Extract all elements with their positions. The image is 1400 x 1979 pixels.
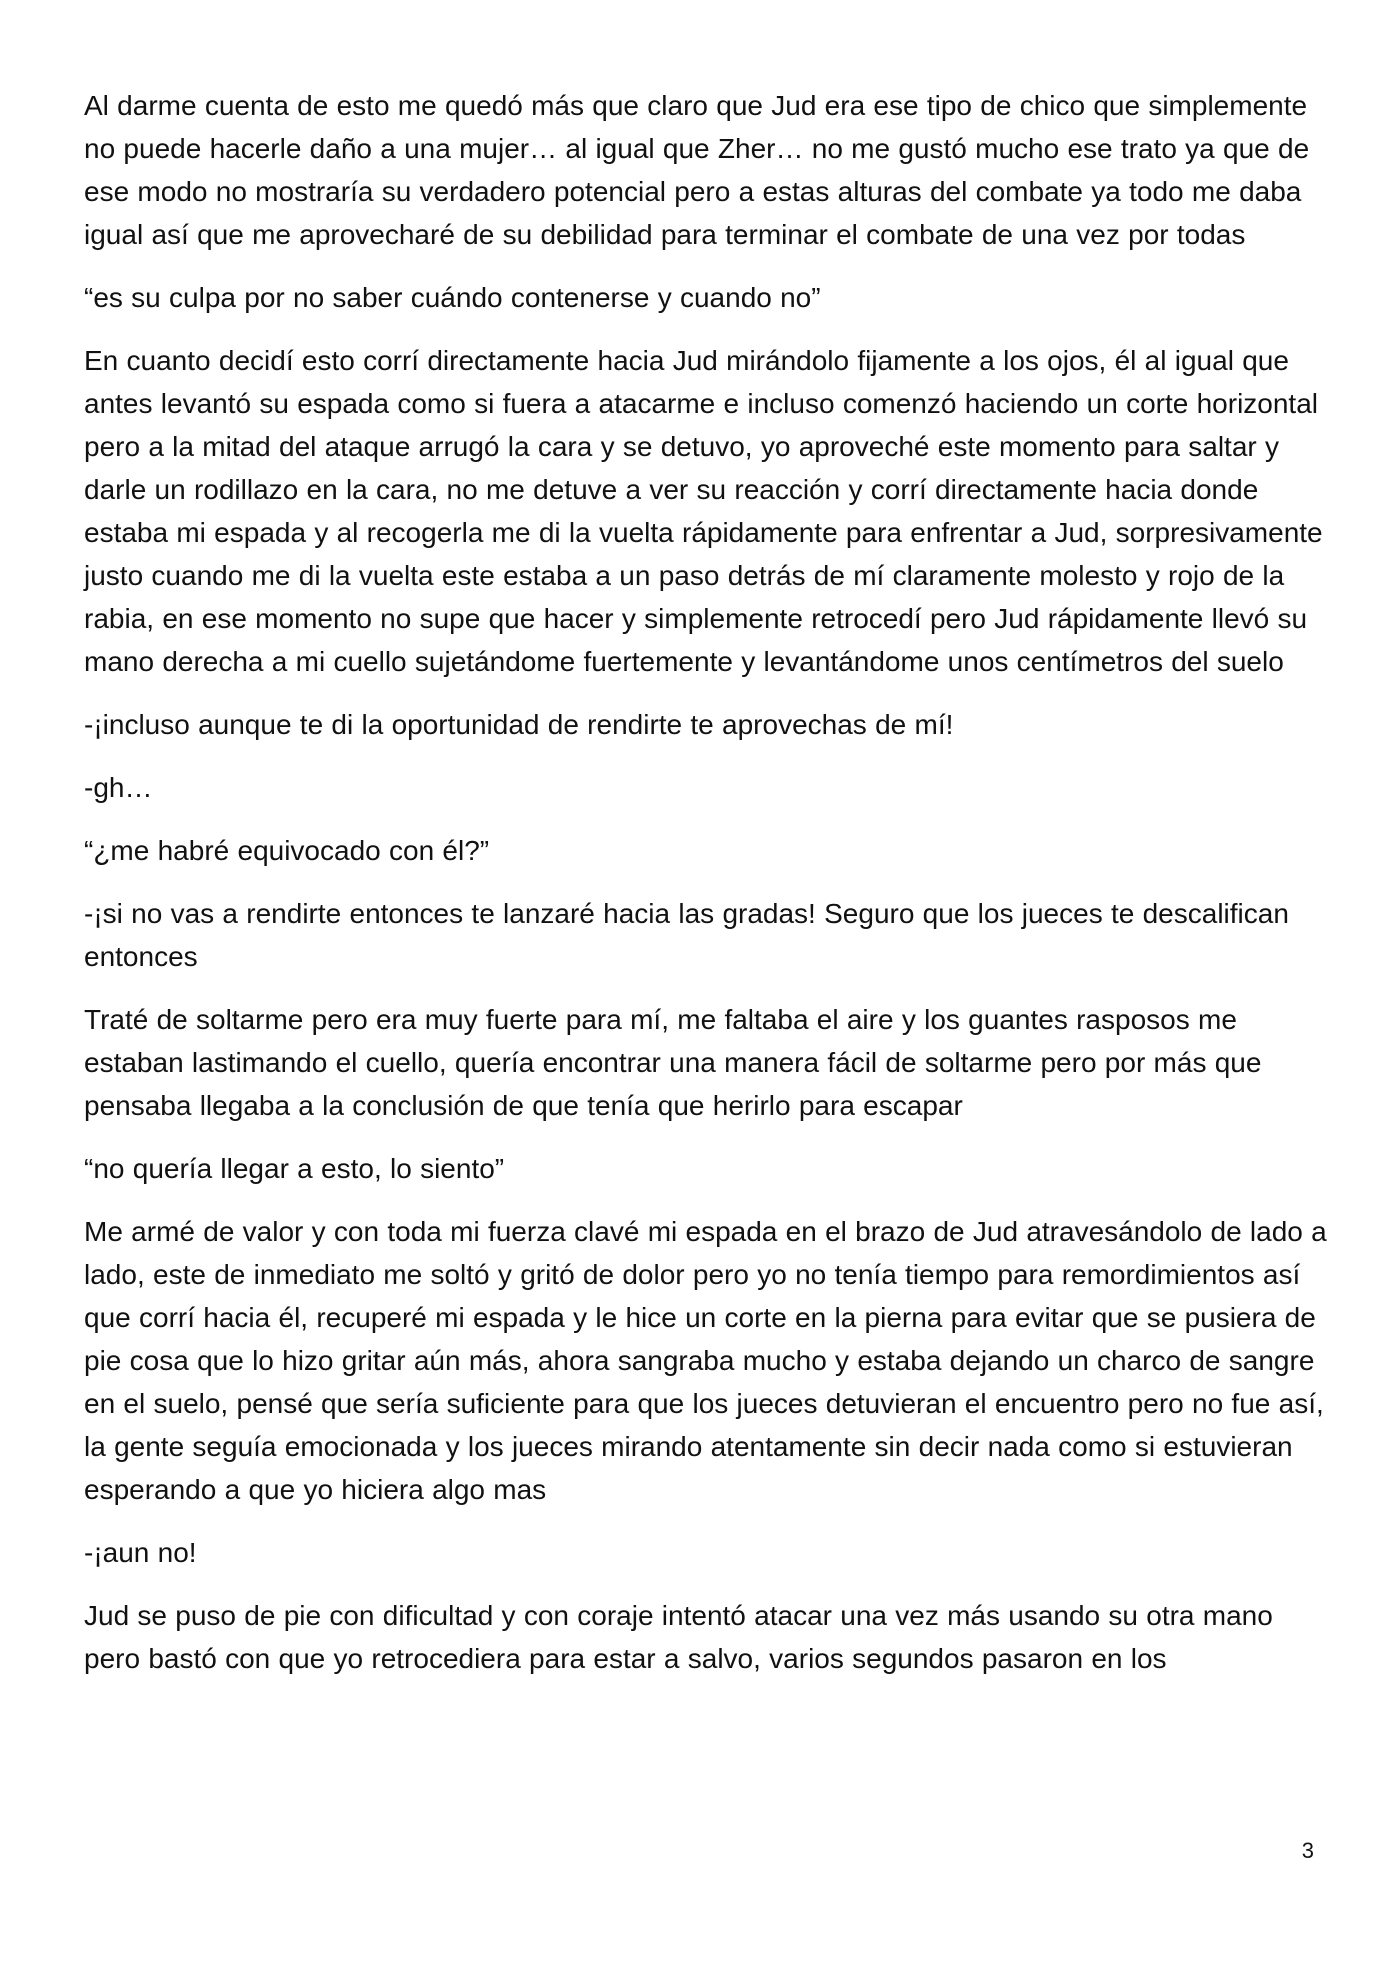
paragraph-8: Traté de soltarme pero era muy fuerte para mí, me faltaba el aire y los guantes rasposos me estaban lastimando el cuello, quería encontrar una manera fácil de soltarme pero por más que pensaba llegaba a la conclusión de que tenía que herirlo para escapar [84, 1004, 1262, 1121]
paragraph-3: En cuanto decidí esto corrí directamente hacia Jud mirándolo fijamente a los ojos, él al igual que antes levantó su espada como si fuera a atacarme e incluso comenzó haciendo un corte horizontal pero a la mitad del ataque arrugó la cara y se detuvo, yo aproveché este momento para saltar y darle un rodillazo en la cara, no me detuve a ver su reacción y corrí directamente hacia donde estaba mi espada y al recogerla me di la vuelta rápidamente para enfrentar a Jud, sorpresivamente justo cuando me di la vuelta este estaba a un paso detrás de mí claramente molesto y rojo de la rabia, en ese momento no supe que hacer y simplemente retrocedí pero Jud rápidamente llevó su mano derecha a mi cuello sujetándome fuertemente y levantándome unos centímetros del suelo [84, 345, 1323, 677]
document-page [84, 84, 1336, 1700]
paragraph-10: Me armé de valor y con toda mi fuerza clavé mi espada en el brazo de Jud atravesándolo de lado a lado, este de inmediato me soltó y gritó de dolor pero yo no tenía tiempo para remordimientos así que corrí hacia él, recuperé mi espada y le hice un corte en la pierna para evitar que se pusiera de pie cosa que lo hizo gritar aún más, ahora sangraba mucho y estaba dejando un charco de sangre en el suelo, pensé que sería suficiente para que los jueces detuvieran el encuentro pero no fue así, la gente seguía emocionada y los jueces mirando atentamente sin decir nada como si estuvieran esperando a que yo hiciera algo mas [84, 1216, 1327, 1505]
paragraph-5-dialogue: -gh… [84, 772, 153, 803]
paragraph-6-thought: “¿me habré equivocado con él?” [84, 835, 490, 866]
paragraph-1: Al darme cuenta de esto me quedó más que claro que Jud era ese tipo de chico que simplemente no puede hacerle daño a una mujer… al igual que Zher… no me gustó mucho ese trato ya que de ese modo no mostraría su verdadero potencial pero a estas alturas del combate ya todo me daba igual así que me aprovecharé de su debilidad para terminar el combate de una vez por todas [84, 90, 1310, 250]
page-number: 3 [1301, 1838, 1314, 1863]
paragraph-12: Jud se puso de pie con dificultad y con coraje intentó atacar una vez más usando su otra mano pero bastó con que yo retrocediera para estar a salvo, varios segundos pasaron en los [84, 1600, 1273, 1674]
paragraph-9-thought: “no quería llegar a esto, lo siento” [84, 1153, 505, 1184]
paragraph-11-dialogue: -¡aun no! [84, 1537, 197, 1568]
paragraph-4-dialogue: -¡incluso aunque te di la oportunidad de rendirte te aprovechas de mí! [84, 709, 954, 740]
paragraph-7-dialogue: -¡si no vas a rendirte entonces te lanzaré hacia las gradas! Seguro que los jueces te descalifican entonces [84, 898, 1289, 972]
paragraph-2-thought: “es su culpa por no saber cuándo contenerse y cuando no” [84, 282, 821, 313]
